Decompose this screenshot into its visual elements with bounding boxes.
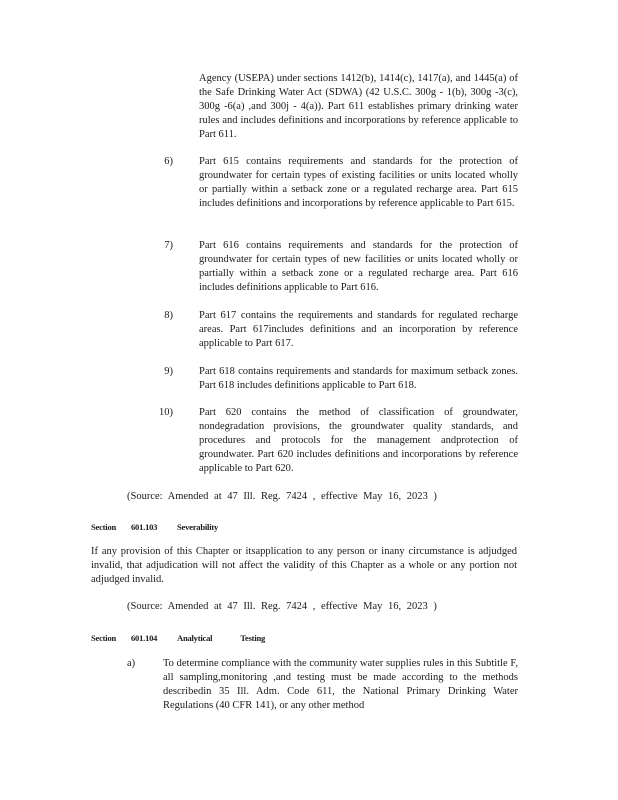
item-number: 9) [164,366,173,377]
item-text: Part 618 contains requirements and standards for maximum setback zones. Part 618 includes definitions applicable to Part 618. [199,366,518,391]
section-label: Section [91,633,117,643]
section-label: Section [91,522,117,532]
section-title: Severability [177,522,219,532]
section-title: Analytical [177,633,213,643]
section-number: 601.103 [131,522,158,532]
continuation-paragraph: Agency (USEPA) under sections 1412(b), 1414(c), 1417(a), and 1445(a) of the Safe Drinking Water Act (SDWA) (42 U.S.C. 300g - 1(b), 300g -3(c), 300g -6(a) ,and 300j - 4(a)). Part 611 establishes primary drinking water rules and includes definitions and incorporations by reference applicable to Part 611. [199,73,518,140]
item-number: 10) [159,407,173,418]
source-note: (Source: Amended at 47 Ill. Reg. 7424 , effective May 16, 2023 ) [127,601,437,612]
severability-paragraph: If any provision of this Chapter or itsapplication to any person or inany circumstance is adjudged invalid, that adjudication will not affect the validity of this Chapter as a whole or any portion not adjudged invalid. [91,546,517,585]
item-text: Part 615 contains requirements and standards for the protection of groundwater for certain types of existing facilities or units located wholly or partially within a setback zone or a regulated recharge area. Part 615 includes definitions and incorporations by reference applicable to Part 615. [199,156,518,209]
source-note: (Source: Amended at 47 Ill. Reg. 7424 , effective May 16, 2023 ) [127,491,437,502]
section-number: 601.104 [131,633,158,643]
item-number: a) [127,658,136,669]
section-heading [91,520,218,534]
item-text: Part 617 contains the requirements and standards for regulated recharge areas. Part 617includes definitions and an incorporation by reference applicable to Part 617. [199,310,518,349]
item-number: 6) [164,156,173,167]
item-number: 8) [164,310,173,321]
item-number: 7) [164,240,173,251]
section-heading [91,631,265,645]
item-text: Part 620 contains the method of classification of groundwater, nondegradation provisions, the groundwater quality standards, and procedures and protocols for the management andprotection of groundwater. Part 620 includes definitions and incorporations by reference applicable to Part 620. [199,407,518,474]
item-text: To determine compliance with the community water supplies rules in this Subtitle F, all sampling,monitoring ,and testing must be made according to the methods describedin 35 Ill. Adm. Code 611, the National Primary Drinking Water Regulations (40 CFR 141), or any other method [163,658,518,711]
item-text: Part 616 contains requirements and standards for the protection of groundwater for certain types of new facilities or units located wholly or partially within a setback zone or a regulated recharge area. Part 616 includes definitions applicable to Part 616. [199,240,518,293]
section-title: Testing [240,633,266,643]
